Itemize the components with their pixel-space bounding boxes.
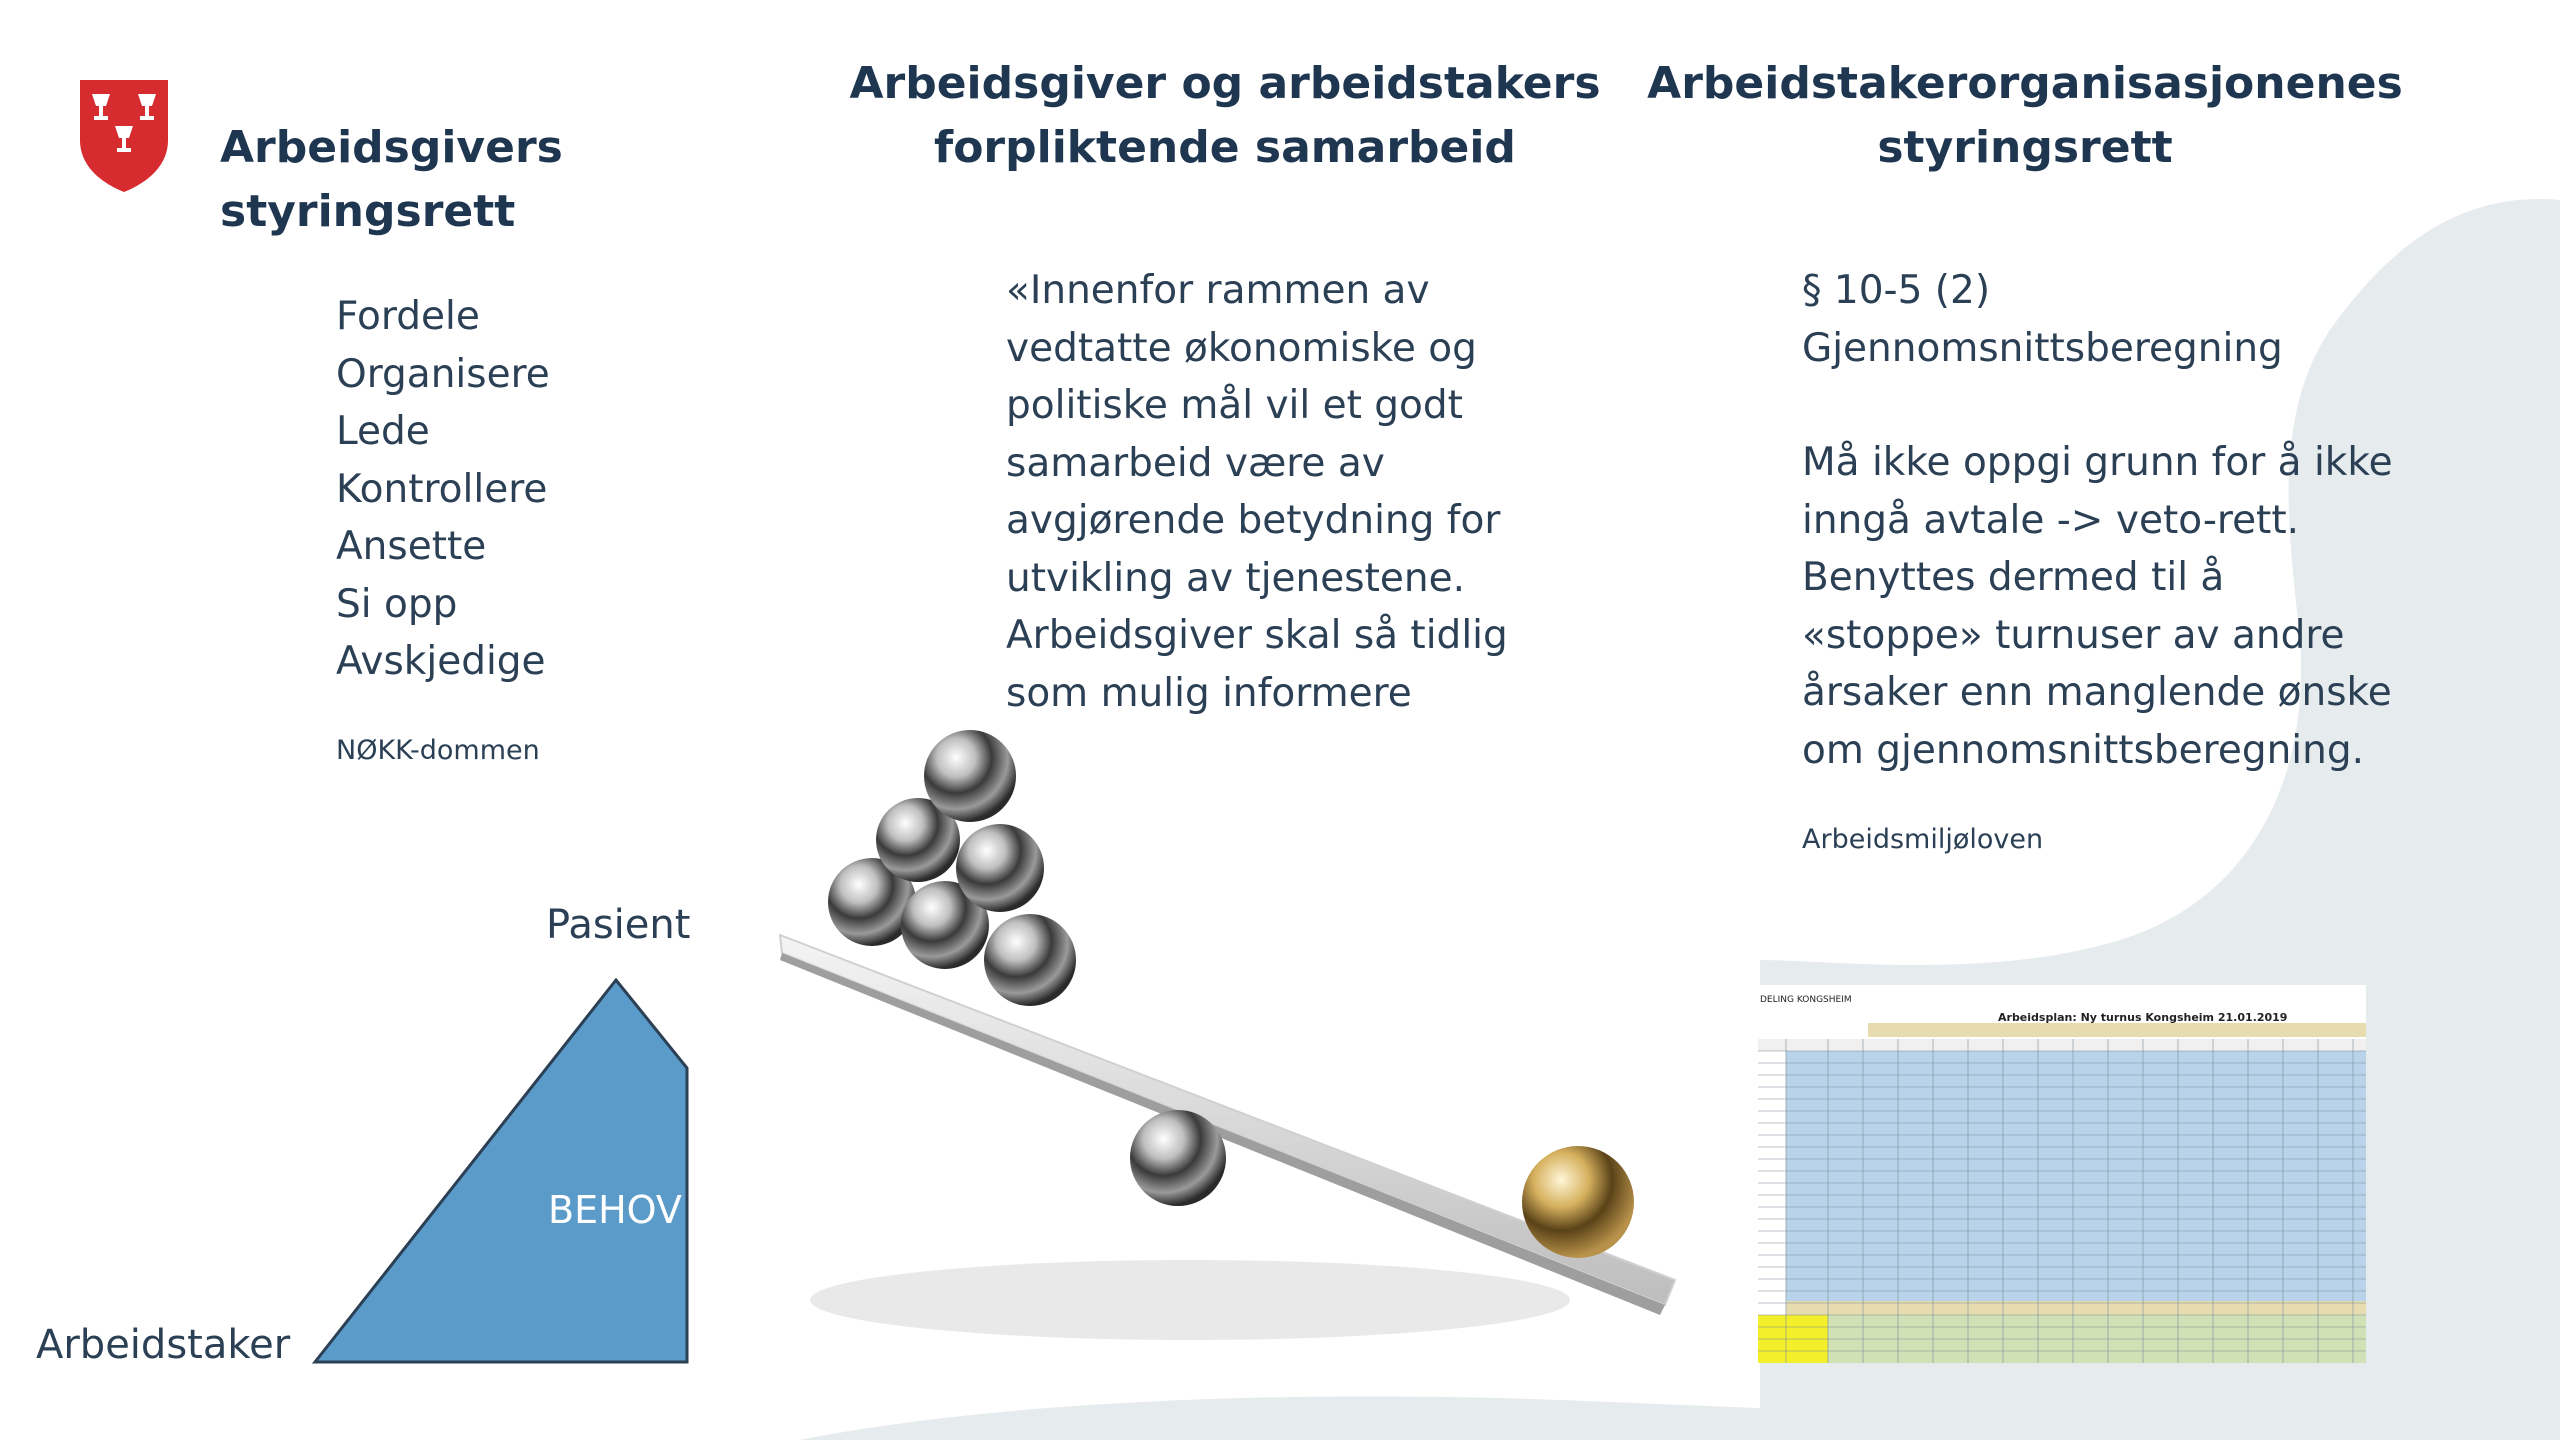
list-item: Lede xyxy=(336,409,430,454)
pyramid-bottom-label: Arbeidstaker xyxy=(36,1322,291,1368)
needs-pyramid xyxy=(300,980,700,1360)
list-item: Kontrollere xyxy=(336,466,548,512)
quote-line: «Innenfor rammen av xyxy=(1006,268,1430,313)
quote-line: vedtatte økonomiske og xyxy=(1006,325,1477,371)
turnus-schedule-image xyxy=(1758,985,2366,1363)
list-item: Fordele xyxy=(336,294,480,339)
quote-line: utvikling av tjenestene. xyxy=(1006,555,1465,601)
cooperation-quote xyxy=(1006,262,1566,716)
text-line: årsaker enn manglende ønske xyxy=(1802,670,2392,715)
right-heading xyxy=(1640,52,2410,180)
right-heading-line2: styringsrett xyxy=(1877,122,2173,173)
list-item: Avskjedige xyxy=(336,639,546,684)
quote-line: Arbeidsgiver skal så tidlig xyxy=(1006,613,1508,658)
middle-heading xyxy=(840,52,1610,180)
right-heading-line1: Arbeidstakerorganisasjonenes xyxy=(1647,58,2403,109)
union-rights-text xyxy=(1802,262,2422,779)
left-heading: Arbeidsgivers styringsrett xyxy=(220,122,563,237)
list-item: Organisere xyxy=(336,351,550,397)
text-line: inngå avtale -> veto-rett. xyxy=(1802,497,2300,543)
municipality-logo xyxy=(78,78,170,194)
text-line: Benyttes dermed til å xyxy=(1802,555,2225,600)
list-item: Ansette xyxy=(336,524,487,569)
law-reference: § 10-5 (2) xyxy=(1802,268,1991,313)
middle-heading-line2: forpliktende samarbeid xyxy=(934,122,1516,173)
list-item: Si opp xyxy=(336,581,458,627)
pyramid-top-label: Pasient xyxy=(546,902,691,948)
balance-scale-spheres-icon xyxy=(760,720,1760,1420)
text-line: Må ikke oppgi grunn for å ikke xyxy=(1802,440,2393,485)
middle-heading-line1: Arbeidsgiver og arbeidstakers xyxy=(849,58,1601,109)
turnus-table-title: Arbeidsplan: Ny turnus Kongsheim 21.01.2019 xyxy=(1998,1011,2288,1024)
right-caption: Arbeidsmiljøloven xyxy=(1802,824,2044,855)
left-caption: NØKK-dommen xyxy=(336,735,540,766)
law-topic: Gjennomsnittsberegning xyxy=(1802,325,2283,371)
coat-of-arms-shield-icon xyxy=(78,78,170,194)
turnus-table-department: DELING KONGSHEIM xyxy=(1760,995,1852,1005)
text-line: om gjennomsnittsberegning. xyxy=(1802,727,2364,773)
quote-line: som mulig informere xyxy=(1006,670,1412,716)
quote-line: avgjørende betydning for xyxy=(1006,498,1501,543)
pyramid-center-label: BEHOV xyxy=(548,1188,682,1232)
employer-rights-list xyxy=(336,288,550,691)
text-line: «stoppe» turnuser av andre xyxy=(1802,612,2345,658)
quote-line: samarbeid være av xyxy=(1006,440,1385,486)
quote-line: politiske mål vil et godt xyxy=(1006,383,1463,428)
